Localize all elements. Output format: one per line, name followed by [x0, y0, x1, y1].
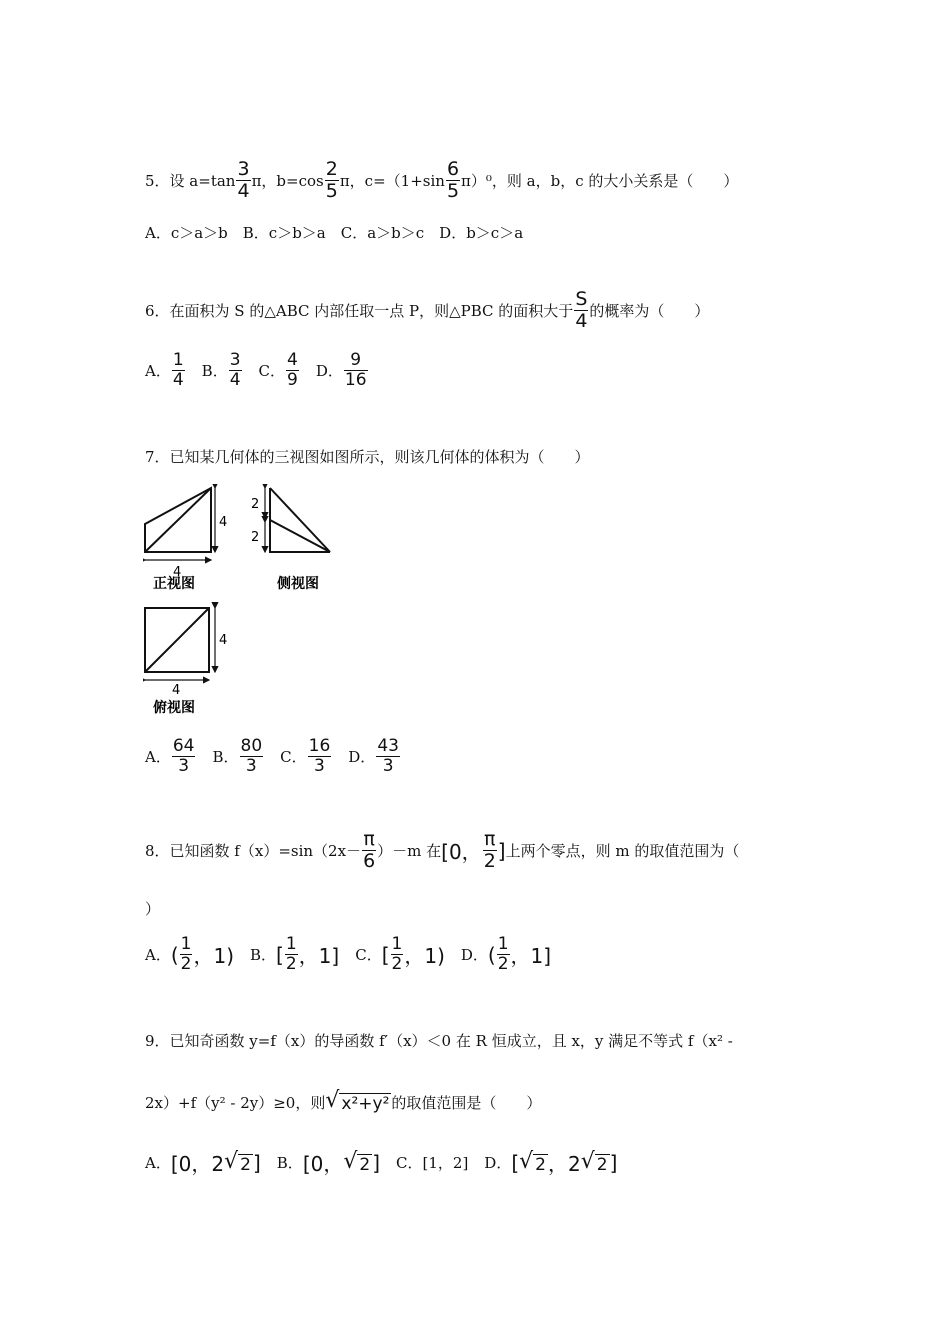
- option-c: C． [1，2]: [396, 1154, 469, 1172]
- option-d: D． $\frac{43}{3}$: [348, 736, 399, 776]
- option-c: C． [ $\frac{1}{2}$ ，1): [355, 934, 445, 974]
- q5-options: A．c＞a＞b B．c＞b＞a C．a＞b＞c D．b＞c＞a: [145, 224, 524, 242]
- option-a: A． [0，2 √ 2 ]: [145, 1148, 261, 1176]
- q9-stem-line2: 2x）+f（y² - 2y）≥0，则 √ x²+y² 的取值范围是（ ）: [145, 1088, 542, 1114]
- side-view: [270, 488, 330, 552]
- top-view-label: 俯视图: [153, 700, 195, 716]
- front-height-label: 4: [219, 515, 228, 530]
- q6-stem: 6．在面积为 S 的△ABC 内部任取一点 P，则△PBC 的面积大于 $\frac{S}{4}$ 的概率为（ ）: [145, 288, 710, 332]
- option-a: A． ( $\frac{1}{2}$ ，1): [145, 934, 235, 974]
- option-d: D． $\frac{9}{16}$: [315, 350, 367, 390]
- option-d: D． [ √ 2 ，2 √ 2 ]: [484, 1148, 618, 1176]
- sqrt-expression: √ x²+y²: [325, 1088, 390, 1114]
- q7-options: [145, 738, 417, 775]
- fraction: $\frac{2}{5}$: [325, 158, 338, 202]
- front-width-label: 4: [173, 565, 182, 580]
- fraction: $\frac{\pi}{2}$: [483, 828, 496, 872]
- front-view-label: 正视图: [153, 576, 195, 592]
- side-dim-lower: 2: [251, 530, 260, 545]
- option-c: C． $\frac{4}{9}$: [258, 350, 298, 390]
- top-width-label: 4: [172, 683, 181, 698]
- option-b: B． $\frac{3}{4}$: [201, 350, 241, 390]
- q8-options: [145, 936, 567, 973]
- option-a: A． $\frac{64}{3}$: [145, 736, 195, 776]
- q9-stem-line1: 9．已知奇函数 y=f（x）的导函数 f′（x）＜0 在 R 恒成立，且 x，y 满足不等式 f（x² -: [145, 1032, 733, 1050]
- option-b: B． [ $\frac{1}{2}$ ，1]: [250, 934, 340, 974]
- option-d: D． ( $\frac{1}{2}$ ，1]: [460, 934, 552, 974]
- q7-stem: 7．已知某几何体的三视图如图所示，则该几何体的体积为（ ）: [145, 448, 590, 466]
- q9-options: [145, 1148, 633, 1177]
- option-b: B． [0， √ 2 ]: [276, 1148, 381, 1176]
- option-a: A． $\frac{1}{4}$: [145, 350, 184, 390]
- q8-stem: 8．已知函数 f（x）=sin（2x－ $\frac{\pi}{6}$ ）－m 在 [0， $\frac{\pi}{2}$ ] 上两个零点，则 m 的取值范围为（: [145, 828, 740, 872]
- top-height-label: 4: [219, 633, 228, 648]
- side-dim-upper: 2: [251, 497, 260, 512]
- fraction: $\frac{6}{5}$: [446, 158, 460, 202]
- q8-stem-wrap: ）: [145, 900, 161, 918]
- three-views-figure: [143, 484, 338, 720]
- front-view: [145, 488, 211, 552]
- option-b: B． $\frac{80}{3}$: [212, 736, 263, 776]
- q5-stem: 5．设 a=tan $\frac{3}{4}$ π，b=cos $\frac{2}{5}$ π，c=（1+sin $\frac{6}{5}$ π）⁰，则 a，b，c 的大小关系是（ ）: [145, 158, 739, 202]
- fraction: $\frac{S}{4}$: [575, 288, 588, 332]
- fraction: $\frac{3}{4}$: [237, 158, 250, 202]
- fraction: $\frac{\pi}{6}$: [363, 828, 376, 872]
- top-view: [145, 608, 209, 672]
- side-view-label: 侧视图: [277, 576, 319, 592]
- option-c: C． $\frac{16}{3}$: [280, 736, 331, 776]
- q6-options: [145, 352, 385, 389]
